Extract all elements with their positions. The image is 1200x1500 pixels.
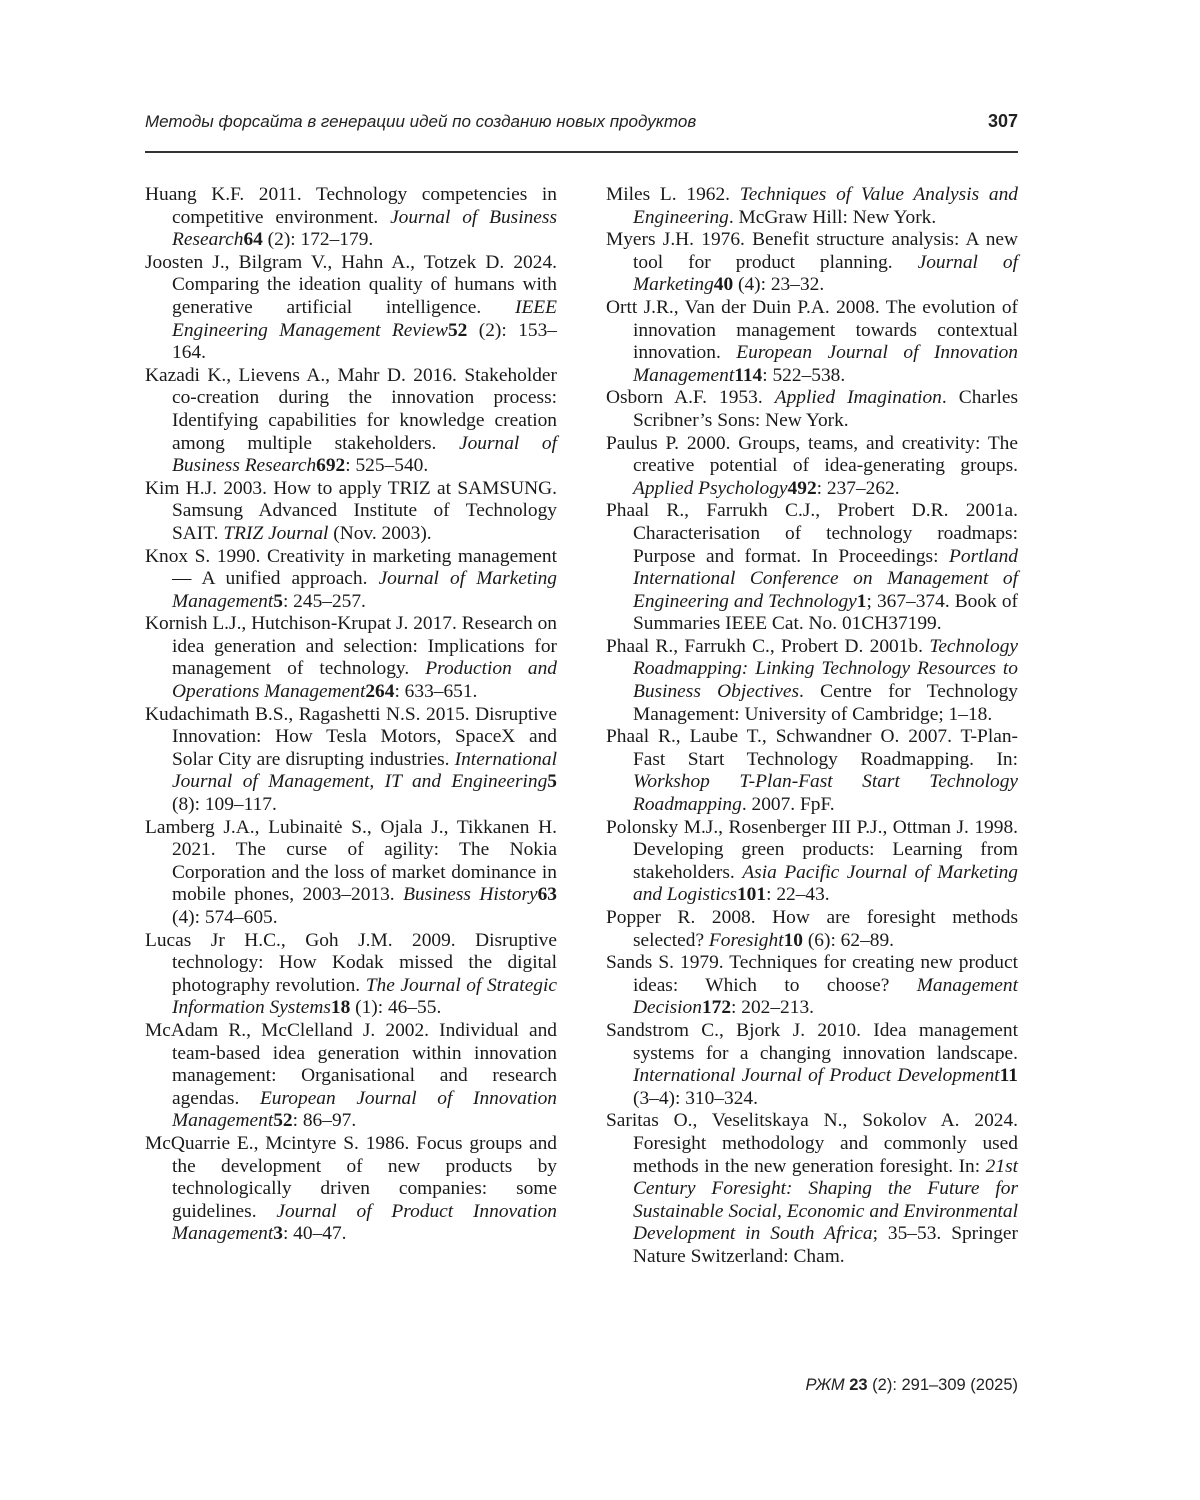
- reference-entry: [145, 613, 557, 703]
- reference-volume: 114: [734, 364, 763, 386]
- reference-entry: [606, 500, 1018, 636]
- reference-pages: . 2007. FpF.: [741, 794, 835, 816]
- reference-volume: 692: [316, 455, 346, 477]
- reference-authors: Phaal R., Farrukh C.J., Probert D.R. 2001a. Characterisation of technology roadmaps: Purpose and format. In Proceedings:: [606, 500, 1018, 567]
- reference-source: Journal of Business Research: [172, 432, 557, 477]
- reference-source: European Journal of Innovation Management: [172, 1087, 557, 1132]
- footer-journal: РЖМ: [805, 1376, 845, 1394]
- running-title: Методы форсайта в генерации идей по созданию новых продуктов: [145, 112, 697, 131]
- reference-volume: 492: [787, 477, 817, 499]
- reference-pages: ; 35–53. Springer Nature Switzerland: Cham.: [633, 1223, 1018, 1267]
- reference-entry: [606, 952, 1018, 1020]
- reference-entry: [145, 1020, 557, 1133]
- reference-authors: Sandstrom C., Bjork J. 2010. Idea management systems for a changing innovation landscape.: [606, 1019, 1018, 1064]
- reference-pages: : 22–43.: [766, 884, 830, 906]
- reference-authors: McQuarrie E., Mcintyre S. 1986. Focus groups and the development of new products by technologically driven companies: some guidelines.: [145, 1132, 557, 1222]
- reference-authors: Paulus P. 2000. Groups, teams, and creativity: The creative potential of idea-generating groups.: [606, 432, 1018, 477]
- reference-source: International Journal of Product Development: [633, 1065, 1000, 1087]
- reference-authors: Phaal R., Farrukh C., Probert D. 2001b.: [606, 635, 930, 657]
- reference-authors: Joosten J., Bilgram V., Hahn A., Totzek D. 2024. Comparing the ideation quality of humans with generative artificial intelligence.: [145, 251, 557, 318]
- reference-volume: 3: [273, 1223, 283, 1245]
- reference-entry: [145, 252, 557, 365]
- reference-volume: 101: [736, 884, 767, 906]
- reference-entry: [145, 365, 557, 478]
- reference-entry: [606, 636, 1018, 726]
- reference-authors: Saritas O., Veselitskaya N., Sokolov A. 2024. Foresight methodology and commonly used methods in the new generation foresight. In:: [606, 1110, 1018, 1177]
- reference-volume: 5: [547, 771, 557, 793]
- reference-volume: 18: [330, 997, 351, 1019]
- reference-pages: . McGraw Hill: New York.: [728, 206, 937, 228]
- reference-authors: Kudachimath B.S., Ragashetti N.S. 2015. Disruptive Innovation: How Tesla Motors, SpaceX and Solar City are disrupting industries.: [145, 703, 557, 770]
- reference-authors: Phaal R., Laube T., Schwandner O. 2007. T-Plan-Fast Start Technology Roadmapping. In:: [606, 726, 1018, 770]
- reference-source: Foresight: [708, 929, 784, 951]
- reference-entry: [145, 704, 557, 817]
- reference-source: Management Decision: [633, 974, 1018, 1019]
- reference-authors: Osborn A.F. 1953.: [606, 387, 775, 409]
- reference-pages: : 522–538.: [762, 364, 846, 386]
- reference-authors: Myers J.H. 1976. Benefit structure analysis: A new tool for product planning.: [606, 229, 1018, 273]
- header-rule: [145, 151, 1018, 153]
- reference-authors: McAdam R., McClelland J. 2002. Individual and team-based idea generation within innovation management: Organisational and research agendas.: [145, 1019, 557, 1109]
- reference-source: Journal of Product Innovation Management: [172, 1200, 557, 1245]
- reference-entry: [606, 229, 1018, 297]
- reference-volume: 52: [447, 319, 468, 341]
- reference-authors: Lucas Jr H.C., Goh J.M. 2009. Disruptive technology: How Kodak missed the digital photography revolution.: [145, 929, 557, 996]
- reference-source: Portland International Conference on Management of Engineering and Technology: [633, 545, 1018, 612]
- reference-authors: Popper R. 2008. How are foresight methods selected?: [606, 907, 1018, 951]
- reference-pages: (8): 109–117.: [172, 794, 277, 816]
- reference-pages: (4): 23–32.: [733, 274, 825, 296]
- reference-volume: 10: [783, 929, 803, 951]
- reference-authors: Huang K.F. 2011. Technology competencies in competitive environment.: [145, 184, 557, 228]
- reference-source: Journal of Marketing Management: [172, 568, 557, 612]
- reference-authors: Lamberg J.A., Lubinaitė S., Ojala J., Tikkanen H. 2021. The curse of agility: The Nokia Corporation and the loss of market dominance in mobile phones, 2003–2013.: [145, 816, 557, 906]
- reference-source: 21st Century Foresight: Shaping the Future for Sustainable Social, Economic and Environmental Development in South Africa: [633, 1155, 1018, 1245]
- reference-entry: [606, 297, 1018, 387]
- reference-entry: [145, 478, 557, 546]
- reference-entry: [145, 184, 557, 252]
- reference-volume: 40: [713, 274, 734, 296]
- reference-source: Journal of Business Research: [172, 206, 557, 251]
- reference-source: Applied Psychology: [633, 477, 788, 499]
- reference-entry: [606, 184, 1018, 229]
- reference-source: European Journal of Innovation Management: [633, 342, 1018, 386]
- reference-pages: : 40–47.: [282, 1223, 347, 1245]
- reference-volume: 1: [856, 590, 867, 612]
- reference-entry: [145, 930, 557, 1020]
- reference-pages: (2): 172–179.: [262, 229, 374, 251]
- reference-entry: [606, 726, 1018, 816]
- reference-authors: Kornish L.J., Hutchison-Krupat J. 2017. Research on idea generation and selection: Implications for management of technology.: [145, 613, 557, 680]
- footer-volume: 23: [849, 1376, 868, 1394]
- reference-entry: [145, 817, 557, 930]
- reference-source: The Journal of Strategic Information Systems: [172, 974, 557, 1019]
- reference-source: Techniques of Value Analysis and Engineering: [633, 184, 1018, 228]
- reference-authors: Kazadi K., Lievens A., Mahr D. 2016. Stakeholder co-creation during the innovation process: Identifying capabilities for knowledge creation among multiple stakeholders.: [145, 364, 557, 454]
- reference-authors: Sands S. 1979. Techniques for creating new product ideas: Which to choose?: [606, 952, 1018, 996]
- reference-authors: Ortt J.R., Van der Duin P.A. 2008. The evolution of innovation management towards contextual innovation.: [606, 296, 1018, 364]
- reference-volume: 52: [273, 1110, 293, 1132]
- references-left-column: [145, 184, 557, 1246]
- reference-pages: : 245–257.: [282, 590, 366, 612]
- reference-authors: Miles L. 1962.: [606, 184, 740, 205]
- page-number: 307: [987, 111, 1018, 131]
- reference-pages: : 633–651.: [394, 681, 478, 703]
- reference-source: Business History: [403, 884, 538, 906]
- reference-pages: (6): 62–89.: [802, 929, 895, 951]
- reference-authors: Kim H.J. 2003. How to apply TRIZ at SAMSUNG. Samsung Advanced Institute of Technology SAIT.: [145, 477, 557, 544]
- reference-source: Production and Operations Management: [172, 658, 557, 703]
- reference-pages: (4): 574–605.: [172, 907, 278, 928]
- reference-volume: 64: [243, 229, 263, 251]
- reference-pages: (1): 46–55.: [350, 997, 442, 1019]
- reference-entry: [145, 546, 557, 614]
- reference-entry: [606, 1020, 1018, 1110]
- reference-entry: [606, 817, 1018, 907]
- reference-pages: . Charles Scribner’s Sons: New York.: [633, 387, 1018, 431]
- reference-pages: ; 367–374. Book of Summaries IEEE Cat. No. 01CH37199.: [633, 590, 1018, 635]
- footer-issue: (2): 291–309 (2025): [867, 1376, 1018, 1394]
- reference-pages: . Centre for Technology Management: University of Cambridge; 1–18.: [633, 681, 1018, 725]
- reference-pages: (3–4): 310–324.: [633, 1087, 758, 1109]
- reference-authors: Knox S. 1990. Creativity in marketing management — A unified approach.: [145, 545, 557, 590]
- reference-entry: [145, 1133, 557, 1246]
- reference-authors: Polonsky M.J., Rosenberger III P.J., Ottman J. 1998. Developing green products: Learning from stakeholders.: [606, 816, 1018, 883]
- reference-volume: 264: [365, 681, 395, 703]
- reference-pages: : 237–262.: [816, 477, 900, 499]
- reference-source: Technology Roadmapping: Linking Technology Resources to Business Objectives: [633, 635, 1018, 703]
- reference-source: Journal of Marketing: [633, 251, 1018, 296]
- reference-pages: : 202–213.: [731, 997, 814, 1019]
- reference-volume: 63: [537, 884, 557, 906]
- reference-source: IEEE Engineering Management Review: [172, 296, 557, 341]
- reference-entry: [606, 1110, 1018, 1268]
- reference-entry: [606, 387, 1018, 432]
- reference-source: Workshop T-Plan-Fast Start Technology Roadmapping: [633, 771, 1018, 816]
- references-right-column: [606, 184, 1018, 1269]
- reference-source: International Journal of Management, IT and Engineering: [172, 748, 557, 793]
- reference-volume: 5: [273, 590, 283, 612]
- reference-pages: : 86–97.: [292, 1110, 357, 1132]
- reference-volume: 11: [999, 1065, 1018, 1087]
- reference-source: Asia Pacific Journal of Marketing and Logistics: [633, 861, 1018, 906]
- reference-source: TRIZ Journal: [223, 522, 329, 544]
- reference-pages: (Nov. 2003).: [328, 522, 432, 544]
- reference-volume: 172: [701, 997, 732, 1019]
- reference-source: Applied Imagination: [774, 387, 942, 409]
- reference-entry: [606, 433, 1018, 501]
- reference-pages: : 525–540.: [345, 455, 429, 477]
- reference-entry: [606, 907, 1018, 952]
- reference-pages: (2): 153–164.: [172, 319, 557, 364]
- journal-footer: [805, 1376, 1018, 1395]
